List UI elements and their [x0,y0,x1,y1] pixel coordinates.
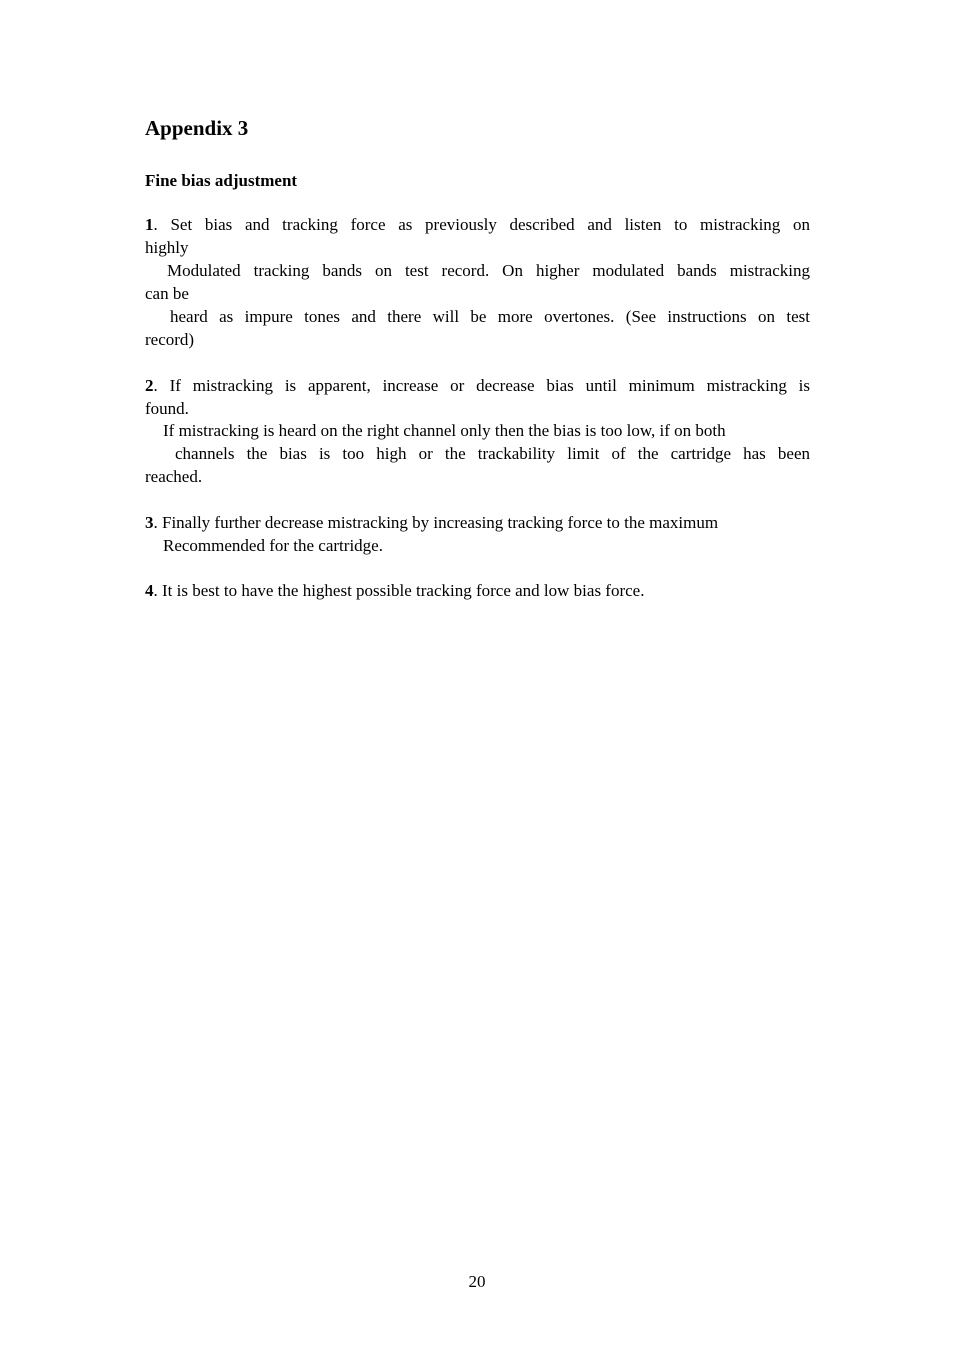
item-3-line-1 [145,512,718,534]
appendix-title: Appendix 3 [145,116,249,140]
item-number: 3 [145,513,154,532]
item-number: 2 [145,376,154,395]
item-2-line-4: channels the bias is too high or the trackability limit of the cartridge has been [175,444,810,463]
section-subtitle: Fine bias adjustment [145,171,298,190]
page-number: 20 [468,1272,486,1291]
item-1-line-6: record) [145,330,195,349]
item-1-line-4: can be [145,284,189,303]
item-number: 4 [145,581,154,600]
item-number: 1 [145,215,154,234]
item-1-line-5: heard as impure tones and there will be more overtones. (See instructions on test [170,307,810,326]
item-1-line-1 [145,214,810,236]
item-2-line-3: If mistracking is heard on the right channel only then the bias is too low, if on both [163,421,726,440]
item-2-line-1 [145,375,810,397]
item-3-line-2: Recommended for the cartridge. [163,536,383,555]
item-text: . It is best to have the highest possible tracking force and low bias force. [153,581,645,600]
item-2-line-2: found. [145,399,189,418]
item-4-line-1 [145,580,644,602]
item-text: . Finally further decrease mistracking by increasing tracking force to the maximum [153,513,719,532]
item-text: . Set bias and tracking force as previously described and listen to mistracking on [153,215,810,234]
item-1-line-2: highly [145,238,189,257]
item-text: . If mistracking is apparent, increase or decrease bias until minimum mistracking is [153,376,810,395]
item-2-line-5: reached. [145,467,203,486]
item-1-line-3: Modulated tracking bands on test record. On higher modulated bands mistracking [167,261,810,280]
